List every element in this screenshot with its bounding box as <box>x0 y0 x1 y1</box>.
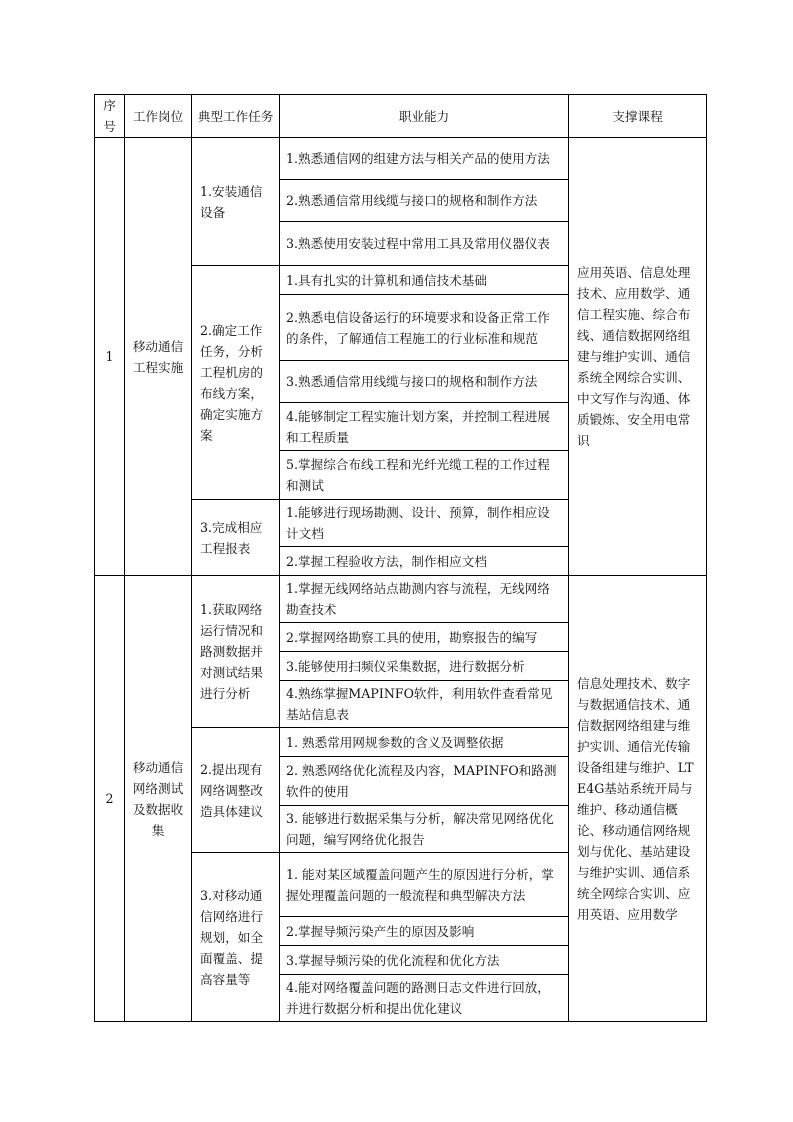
ability-item: 2.掌握导频污染产生的原因及影响 <box>280 917 569 946</box>
ability-item: 1.具有扎实的计算机和通信技术基础 <box>280 266 569 295</box>
header-row <box>95 95 707 138</box>
work-task: 1.获取网络运行情况和路测数据并对测试结果进行分析 <box>192 576 280 728</box>
ability-item: 3.能够使用扫频仪采集数据，进行数据分析 <box>280 652 569 681</box>
row-number: 1 <box>95 138 125 576</box>
table-row <box>95 576 707 623</box>
header-ability: 职业能力 <box>280 95 569 138</box>
ability-item: 2.掌握网络勘察工具的使用，勘察报告的编写 <box>280 623 569 652</box>
ability-item: 1.掌握无线网络站点勘测内容与流程，无线网络勘查技术 <box>280 576 569 623</box>
work-task: 1.安装通信设备 <box>192 138 280 266</box>
header-no: 序号 <box>95 95 125 138</box>
ability-item: 2. 熟悉网络优化流程及内容，MAPINFO和路测软件的使用 <box>280 757 569 806</box>
ability-item: 4.熟练掌握MAPINFO软件，利用软件查看常见基站信息表 <box>280 681 569 728</box>
header-course: 支撑课程 <box>569 95 707 138</box>
support-courses: 信息处理技术、数字与数据通信技术、通信数据网络组建与维护实训、通信光传输设备组建与维护、LTE4G基站系统开局与维护、移动通信概论、移动通信网络规划与优化、基站建设与维护实训、通信系统全网综合实训、应用英语、应用数学 <box>569 576 707 1022</box>
ability-item: 1.熟悉通信网的组建方法与相关产品的使用方法 <box>280 138 569 180</box>
job-post: 移动通信工程实施 <box>125 138 192 576</box>
work-task: 2.提出现有网络调整改造具体建议 <box>192 728 280 853</box>
ability-item: 1. 熟悉常用网规参数的含义及调整依据 <box>280 728 569 757</box>
ability-item: 5.掌握综合布线工程和光纤光缆工程的工作过程和测试 <box>280 451 569 500</box>
header-post: 工作岗位 <box>125 95 192 138</box>
job-post: 移动通信网络测试及数据收集 <box>125 576 192 1022</box>
ability-item: 2.熟悉电信设备运行的环境要求和设备正常工作的条件，了解通信工程施工的行业标准和规范 <box>280 295 569 361</box>
ability-item: 3.熟悉通信常用线缆与接口的规格和制作方法 <box>280 361 569 403</box>
ability-item: 1. 能对某区域覆盖问题产生的原因进行分析，掌握处理覆盖问题的一般流程和典型解决方法 <box>280 853 569 917</box>
support-courses: 应用英语、信息处理技术、应用数学、通信工程实施、综合布线、通信数据网络组建与维护实训、通信系统全网综合实训、中文写作与沟通、体质锻炼、安全用电常识 <box>569 138 707 576</box>
work-task: 2.确定工作任务，分析工程机房的布线方案，确定实施方案 <box>192 266 280 500</box>
ability-item: 4.能对网络覆盖问题的路测日志文件进行回放，并进行数据分析和提出优化建议 <box>280 975 569 1022</box>
ability-item: 3.掌握导频污染的优化流程和优化方法 <box>280 946 569 975</box>
ability-item: 2.掌握工程验收方法，制作相应文档 <box>280 547 569 576</box>
ability-item: 1.能够进行现场勘测、设计、预算，制作相应设计文档 <box>280 500 569 547</box>
ability-item: 3.熟悉使用安装过程中常用工具及常用仪器仪表 <box>280 222 569 266</box>
ability-item: 2.熟悉通信常用线缆与接口的规格和制作方法 <box>280 180 569 222</box>
ability-item: 3. 能够进行数据采集与分析，解决常见网络优化问题，编写网络优化报告 <box>280 806 569 853</box>
work-task: 3.对移动通信网络进行规划，如全面覆盖、提高容量等 <box>192 853 280 1022</box>
header-task: 典型工作任务 <box>192 95 280 138</box>
curriculum-table <box>94 94 707 1022</box>
table-row <box>95 138 707 180</box>
work-task: 3.完成相应工程报表 <box>192 500 280 576</box>
row-number: 2 <box>95 576 125 1022</box>
ability-item: 4.能够制定工程实施计划方案，并控制工程进展和工程质量 <box>280 403 569 451</box>
